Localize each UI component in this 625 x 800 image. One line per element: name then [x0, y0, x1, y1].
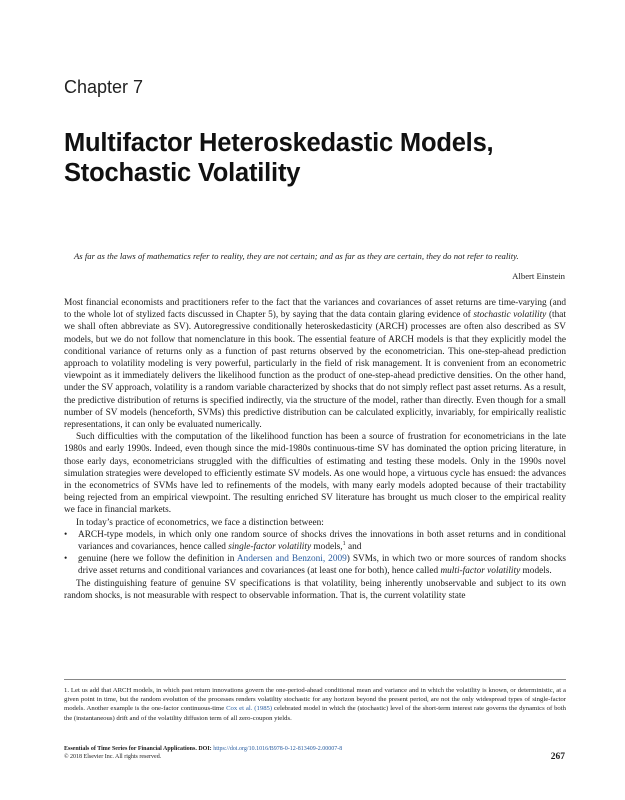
- paragraph-3: In today’s practice of econometrics, we face a distinction between:: [76, 517, 324, 528]
- citation-link[interactable]: Andersen and Benzoni, 2009: [236, 554, 347, 565]
- paragraph-1: [64, 297, 566, 431]
- term-stochastic-volatility: stochastic volatility: [473, 310, 547, 321]
- bullet-icon: •: [64, 554, 68, 565]
- page-footer: [64, 745, 566, 761]
- chapter-title: Multifactor Heteroskedastic Models, Stochastic Volatility: [64, 129, 494, 187]
- page-number: 267: [550, 752, 565, 762]
- book-title: Essentials of Time Series for Financial Applications.: [64, 746, 197, 752]
- term-single-factor: single-factor volatility: [228, 542, 312, 553]
- paragraph-1-text-b: (that we shall often abbreviate as SV). Autoregressive conditionally heteroskedasticity (ARCH) processes are often also described as SV models, but we do not follow that nomenclature in this book. The essential feature of ARCH models is that they explicitly model the conditional variance of returns only as a function of past returns observed by the econometrician. This one-step-ahead prediction approach to volatility modeling is very powerful, particularly in the field of risk management. It is convenient from an econometric viewpoint as it immediately delivers the likelihood function as the product of one-step-ahead predictive densities. On the other hand, under the SV approach, volatility is a random variable characterized by shocks that do not simply reflect past asset returns. As a result, the predictive distribution of returns is specified indirectly, via the structure of the model, rather than directly. Even though for a small number of SV models (henceforth, SVMs) this predictive distribution can be calculated explicitly, invariably, for empirically realistic representations, it can only be evaluated numerically.: [64, 310, 566, 431]
- footnote-text-b: celebrated model in which the (stochastic) level of the short-term interest rate governs the dynamics of both the (instantaneous) drift and of the volatility diffusion term of all zero-coupon yields.: [64, 705, 566, 722]
- epigraph-quote: As far as the laws of mathematics refer to reality, they are not certain; and as far as they are certain, they do not refer to reality.: [74, 251, 519, 261]
- list-item-text-b: ) SVMs, in which two or more sources of random shocks drive asset returns and conditional variances and covariances (at least one for both), hence called: [78, 554, 566, 577]
- list-item-text-b: models,: [311, 542, 343, 553]
- bullet-list: [64, 529, 566, 578]
- chapter-label: Chapter 7: [64, 77, 144, 97]
- list-item-text-c: and: [345, 542, 362, 553]
- footnote-marker[interactable]: 1: [342, 540, 346, 547]
- epigraph-author: Albert Einstein: [512, 271, 565, 281]
- footnote: [64, 686, 566, 723]
- doi-link[interactable]: https://doi.org/10.1016/B978-0-12-813409-2.00007-8: [213, 746, 343, 752]
- body-text: [64, 297, 566, 602]
- paragraph-2: Such difficulties with the computation of the likelihood function has been a source of frustration for econometricians in the late 1980s and early 1990s. Indeed, even though since the mid-1980s continuous-time SV has dominated the option pricing literature, in those early days, econometricians struggled with the difficulties of estimating and testing these models. Only in the 1990s novel simulation strategies were developed to efficiently estimate SV models. As one would hope, a virtuous cycle has ensued: the advances in the econometrics of SVMs have led to refinements of the models, with many early models adopted because of their tractability being rejected from an empirical viewpoint. The resulting enriched SV literature has brought us much closer to the empirical reality we face in financial markets.: [64, 432, 566, 516]
- list-item-text-a: genuine (here we follow the definition in: [78, 554, 237, 565]
- list-item: [64, 553, 566, 577]
- term-multi-factor: multi-factor volatility: [440, 566, 521, 577]
- list-item: [64, 529, 566, 553]
- book-reference-line: [64, 745, 566, 753]
- bullet-icon: •: [64, 529, 68, 540]
- citation-link[interactable]: Cox et al. (1985): [226, 705, 273, 713]
- paragraph-4: The distinguishing feature of genuine SV specifications is that volatility, being inherently unobservable and subject to its own random shocks, is not measurable with respect to observable information. That is, the current volatility state: [64, 578, 566, 601]
- footnote-text-a: 1. Let us add that ARCH models, in which past return innovations govern the one-period-ahead conditional mean and variance and in which the volatility is known, or deterministic, at a given point in time, but the random evolution of the processes renders volatility stochastic for any horizon beyond the present period, are not the only widespread types of single-factor models. Another example is the one-factor continuous-time: [64, 687, 566, 713]
- doi-label: DOI:: [198, 746, 212, 752]
- copyright: © 2018 Elsevier Inc. All rights reserved.: [64, 754, 162, 760]
- list-item-text-c: models.: [520, 566, 552, 577]
- list-item-text-a: ARCH-type models, in which only one random source of shocks drives the innovations in both asset returns and in conditional variances and covariances, hence called: [78, 529, 566, 553]
- paragraph-1-text-a: Most financial economists and practitioners refer to the fact that the variances and covariances of asset returns are time-varying (and to the whole lot of stylized facts discussed in Chapter 5), by saying that the data contain glaring evidence of: [64, 298, 566, 321]
- footnote-divider: [64, 679, 566, 680]
